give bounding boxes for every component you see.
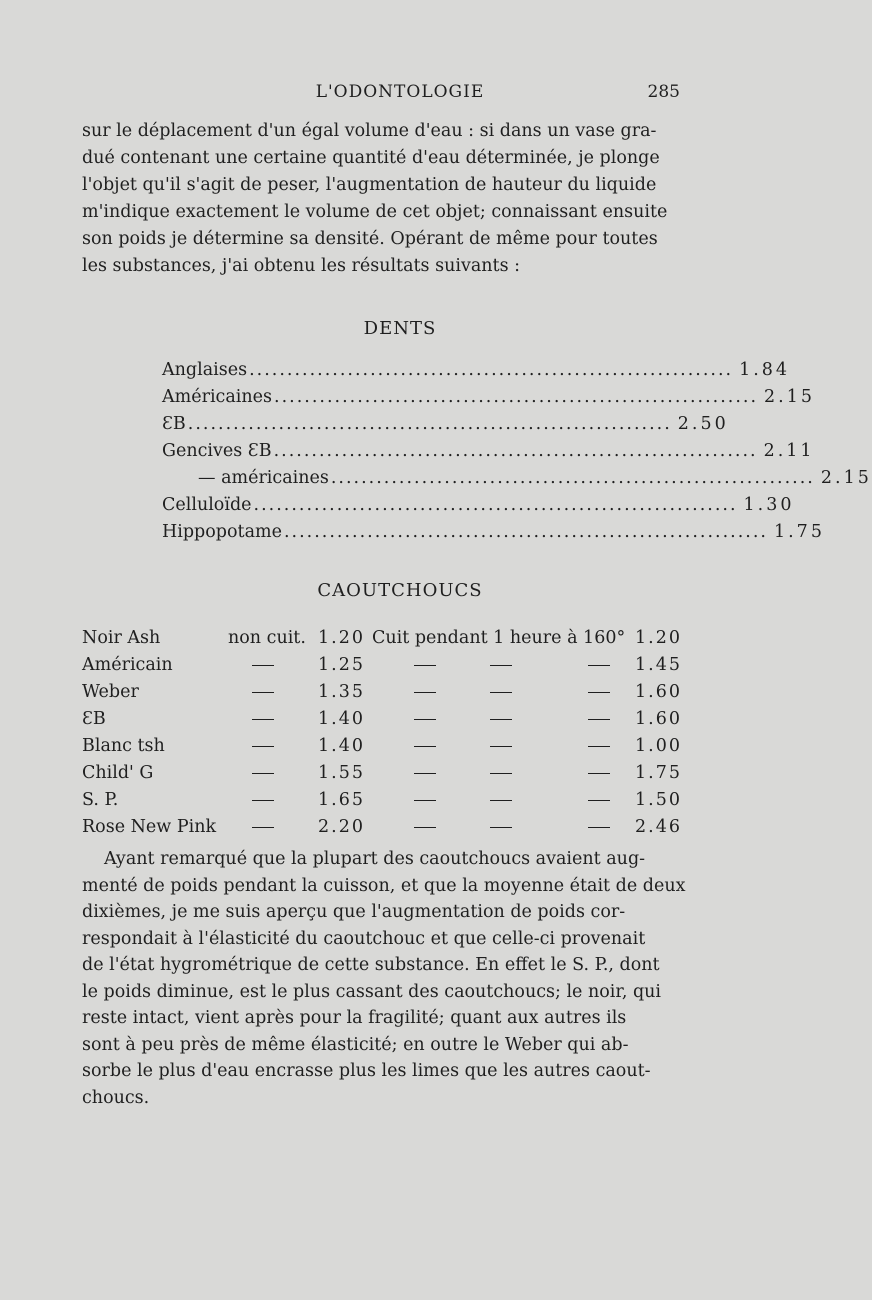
ditto-mark (588, 760, 610, 787)
condition-cooked: Cuit pendant 1 heure à 160° (372, 628, 626, 648)
density-uncooked: 1.55 (318, 763, 365, 783)
density-cooked: 1.45 (635, 655, 682, 675)
ditto-mark (490, 787, 512, 814)
leader-dots: ................................................................ (273, 441, 758, 461)
dents-row (162, 465, 872, 492)
dents-label: ƐB (162, 414, 186, 434)
dents-value: 2.15 (764, 387, 815, 407)
ditto-mark (490, 679, 512, 706)
dents-value: 1.84 (739, 360, 791, 380)
ditto-mark (414, 760, 436, 787)
ditto-mark (252, 760, 274, 787)
text-line: dixièmes, je me suis aperçu que l'augmentation de poids cor- (82, 902, 626, 922)
text-line: menté de poids pendant la cuisson, et que la moyenne était de deux (82, 875, 686, 896)
dents-label: Gencives ƐB (162, 441, 272, 461)
text-line: les substances, j'ai obtenu les résultats suivants : (82, 256, 521, 276)
ditto-mark (414, 652, 436, 679)
text-line: sorbe le plus d'eau encrasse plus les limes que les autres caout- (82, 1061, 651, 1081)
text-line: reste intact, vient après pour la fragilité; quant aux autres ils (82, 1008, 627, 1028)
density-cooked: 1.00 (635, 736, 682, 756)
density-uncooked: 1.35 (318, 682, 365, 702)
ditto-mark (414, 733, 436, 760)
ditto-mark (252, 679, 274, 706)
dents-row (162, 384, 815, 411)
density-cooked: 1.20 (635, 628, 682, 648)
caoutchoucs-table (82, 625, 682, 841)
ditto-mark (252, 706, 274, 733)
density-cooked: 1.60 (635, 682, 682, 702)
caoutchouc-name: S. P. (82, 790, 119, 810)
ditto-mark (588, 706, 610, 733)
text-line: respondait à l'élasticité du caoutchouc et que celle-ci provenait (82, 928, 646, 949)
density-cooked: 1.75 (635, 763, 682, 783)
dents-value: 2.11 (763, 441, 815, 461)
text-line: m'indique exactement le volume de cet objet; connaissant ensuite (82, 202, 668, 222)
leader-dots: ................................................................ (274, 387, 759, 407)
ditto-mark (414, 679, 436, 706)
dents-label: Hippopotame (162, 522, 282, 542)
caoutchouc-row (82, 733, 682, 760)
density-uncooked: 1.40 (318, 709, 365, 729)
intro-paragraph (82, 118, 672, 280)
text-line: l'objet qu'il s'agit de peser, l'augmentation de hauteur du liquide (82, 175, 657, 195)
text-line: son poids je détermine sa densité. Opérant de même pour toutes (82, 229, 658, 249)
dents-label: — américaines (198, 468, 329, 488)
ditto-mark (490, 760, 512, 787)
ditto-mark (414, 787, 436, 814)
caoutchouc-name: Blanc tsh (82, 736, 165, 756)
caoutchoucs-heading: CAOUTCHOUCS (317, 580, 483, 601)
ditto-mark (252, 733, 274, 760)
caoutchouc-name: Weber (82, 682, 139, 702)
ditto-mark (252, 787, 274, 814)
leader-dots: ................................................................ (249, 360, 734, 380)
dents-value: 2.50 (677, 414, 729, 434)
caoutchouc-row (82, 760, 682, 787)
ditto-mark (588, 787, 610, 814)
ditto-mark (588, 814, 610, 841)
ditto-mark (490, 706, 512, 733)
dents-heading: DENTS (363, 318, 437, 339)
caoutchouc-name: Rose New Pink (82, 817, 217, 837)
leader-dots: ................................................................ (283, 522, 768, 542)
caoutchouc-name: Noir Ash (82, 628, 161, 648)
caoutchouc-row (82, 679, 682, 706)
ditto-mark (414, 706, 436, 733)
dents-table (162, 357, 872, 546)
ditto-mark (414, 814, 436, 841)
dents-row (162, 357, 791, 384)
text-line: sont à peu près de même élasticité; en outre le Weber qui ab- (82, 1034, 629, 1055)
dents-value: 2.15 (820, 468, 872, 488)
density-cooked: 2.46 (635, 817, 682, 837)
density-cooked: 1.60 (635, 709, 682, 729)
caoutchouc-row (82, 814, 682, 841)
density-uncooked: 2.20 (318, 817, 365, 837)
density-uncooked: 1.40 (318, 736, 365, 756)
density-uncooked: 1.65 (318, 790, 365, 810)
caoutchouc-name: ƐB (82, 709, 106, 729)
text-line: choucs. (82, 1087, 150, 1108)
caoutchouc-row (82, 625, 682, 652)
conclusion-paragraph (82, 846, 686, 1111)
text-line: dué contenant une certaine quantité d'eau déterminée, je plonge (82, 148, 660, 168)
leader-dots: ................................................................ (253, 495, 738, 515)
dents-row (162, 519, 825, 546)
text-line: sur le déplacement d'un égal volume d'eau : si dans un vase gra- (82, 121, 657, 141)
ditto-mark (588, 652, 610, 679)
dents-value: 1.30 (743, 495, 795, 515)
text-line: Ayant remarqué que la plupart des caoutchoucs avaient aug- (104, 849, 646, 869)
leader-dots: ................................................................ (330, 468, 815, 488)
caoutchouc-row (82, 706, 682, 733)
ditto-mark (490, 814, 512, 841)
ditto-mark (252, 814, 274, 841)
density-cooked: 1.50 (635, 790, 682, 810)
density-uncooked: 1.25 (318, 655, 365, 675)
dents-row (162, 492, 795, 519)
density-uncooked: 1.20 (318, 628, 365, 648)
caoutchouc-name: Child' G (82, 763, 154, 783)
ditto-mark (588, 733, 610, 760)
dents-row (162, 438, 815, 465)
dents-value: 1.75 (773, 522, 825, 542)
ditto-mark (490, 733, 512, 760)
dents-label: Celluloïde (162, 495, 252, 515)
dents-label: Anglaises (162, 360, 248, 380)
text-line: le poids diminue, est le plus cassant des caoutchoucs; le noir, qui (82, 981, 662, 1002)
caoutchouc-row (82, 787, 682, 814)
caoutchouc-row (82, 652, 682, 679)
running-header: L'ODONTOLOGIE (315, 82, 485, 102)
caoutchouc-name: Américain (82, 655, 173, 675)
text-line: de l'état hygrométrique de cette substance. En effet le S. P., dont (82, 955, 660, 975)
condition-uncooked: non cuit. (228, 628, 306, 648)
ditto-mark (490, 652, 512, 679)
ditto-mark (588, 679, 610, 706)
dents-row (162, 411, 729, 438)
leader-dots: ................................................................ (187, 414, 672, 434)
page-number: 285 (647, 82, 680, 102)
dents-label: Américaines (162, 387, 272, 407)
ditto-mark (252, 652, 274, 679)
